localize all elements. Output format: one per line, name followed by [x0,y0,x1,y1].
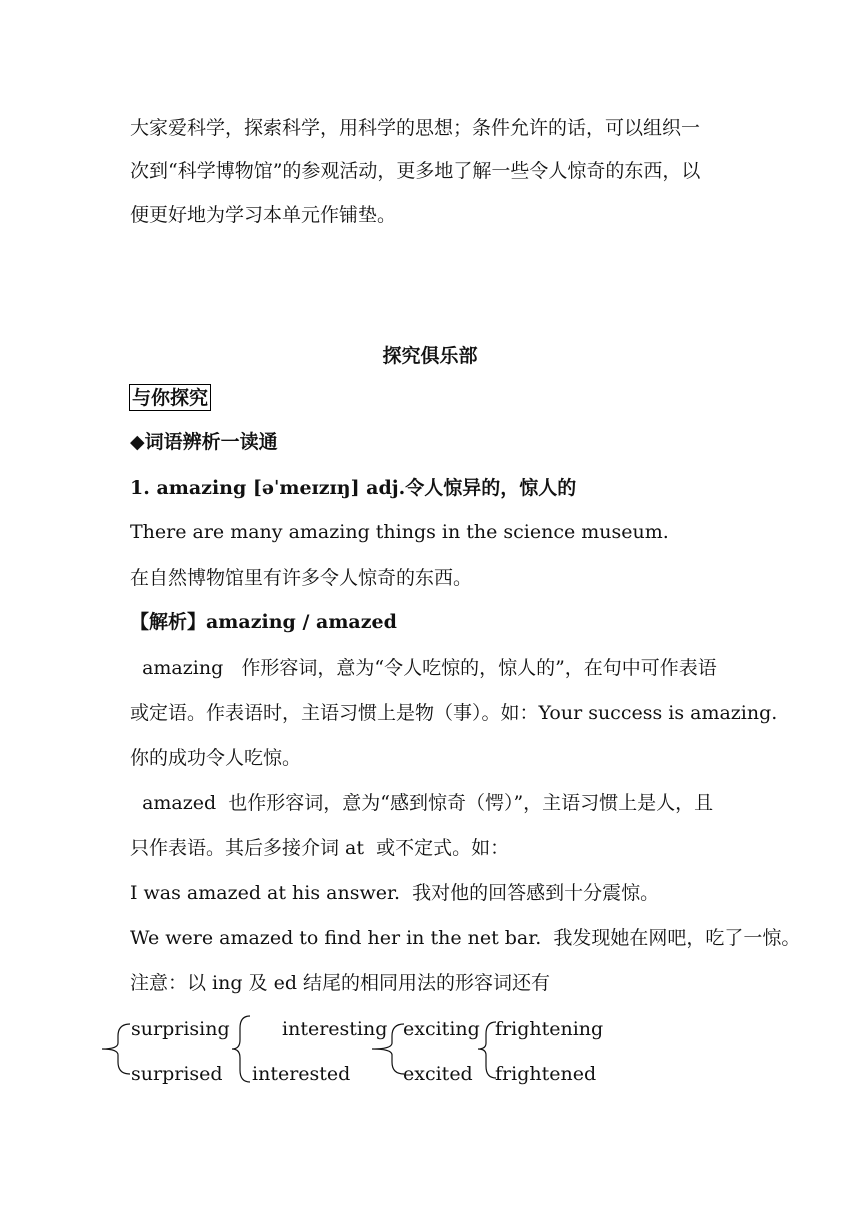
brace-1 [102,1024,130,1074]
word-ed-1: surprised [131,1063,223,1085]
club-title: 探究俱乐部 [382,345,478,367]
analysis-heading: 【解析】amazing / amazed [130,611,397,633]
analysis-note: 注意：以 ing 及 ed 结尾的相同用法的形容词还有 [130,972,551,994]
intro-line-1: 大家爱科学，探索科学，用科学的思想；条件允许的话，可以组织一 [130,117,701,139]
entry-headword: 1. amazing [əˈmeɪzɪŋ] adj.令人惊异的，惊人的 [130,477,577,499]
analysis-p1-line-2: 或定语。作表语时，主语习惯上是物（事）。如：Your success is amazing. [130,702,778,724]
entry-example-en: There are many amazing things in the science museum. [130,521,669,543]
analysis-p2-line-1: amazed 也作形容词，意为“感到惊奇（愕）”，主语习惯上是人，且 [130,792,714,814]
intro-line-2: 次到“科学博物馆”的参观活动，更多地了解一些令人惊奇的东西，以 [130,160,701,182]
brace-4 [478,1022,496,1078]
analysis-p2-line-2: 只作表语。其后多接介词 at 或不定式。如： [130,837,510,859]
analysis-example-2: We were amazed to find her in the net bar. 我发现她在网吧，吃了一惊。 [130,927,801,949]
word-ed-4: frightened [495,1063,597,1085]
word-ed-3: excited [403,1063,473,1085]
word-ing-3: exciting [403,1018,480,1040]
analysis-p1-line-3: 你的成功令人吃惊。 [130,747,302,769]
word-ing-4: frightening [495,1018,604,1040]
analysis-example-1: I was amazed at his answer. 我对他的回答感到十分震惊。 [130,882,660,904]
word-ing-2: interesting [282,1018,388,1040]
intro-line-3: 便更好地为学习本单元作铺垫。 [130,204,397,226]
word-ing-1: surprising [131,1018,230,1040]
analysis-p1-line-1: amazing 作形容词，意为“令人吃惊的，惊人的”，在句中可作表语 [130,657,717,679]
brace-2 [232,1016,250,1082]
entry-example-zh: 在自然博物馆里有许多令人惊奇的东西。 [130,567,473,589]
boxed-heading: 与你探究 [129,384,211,411]
word-ed-2: interested [252,1063,351,1085]
section-heading: ◆词语辨析一读通 [130,431,278,453]
